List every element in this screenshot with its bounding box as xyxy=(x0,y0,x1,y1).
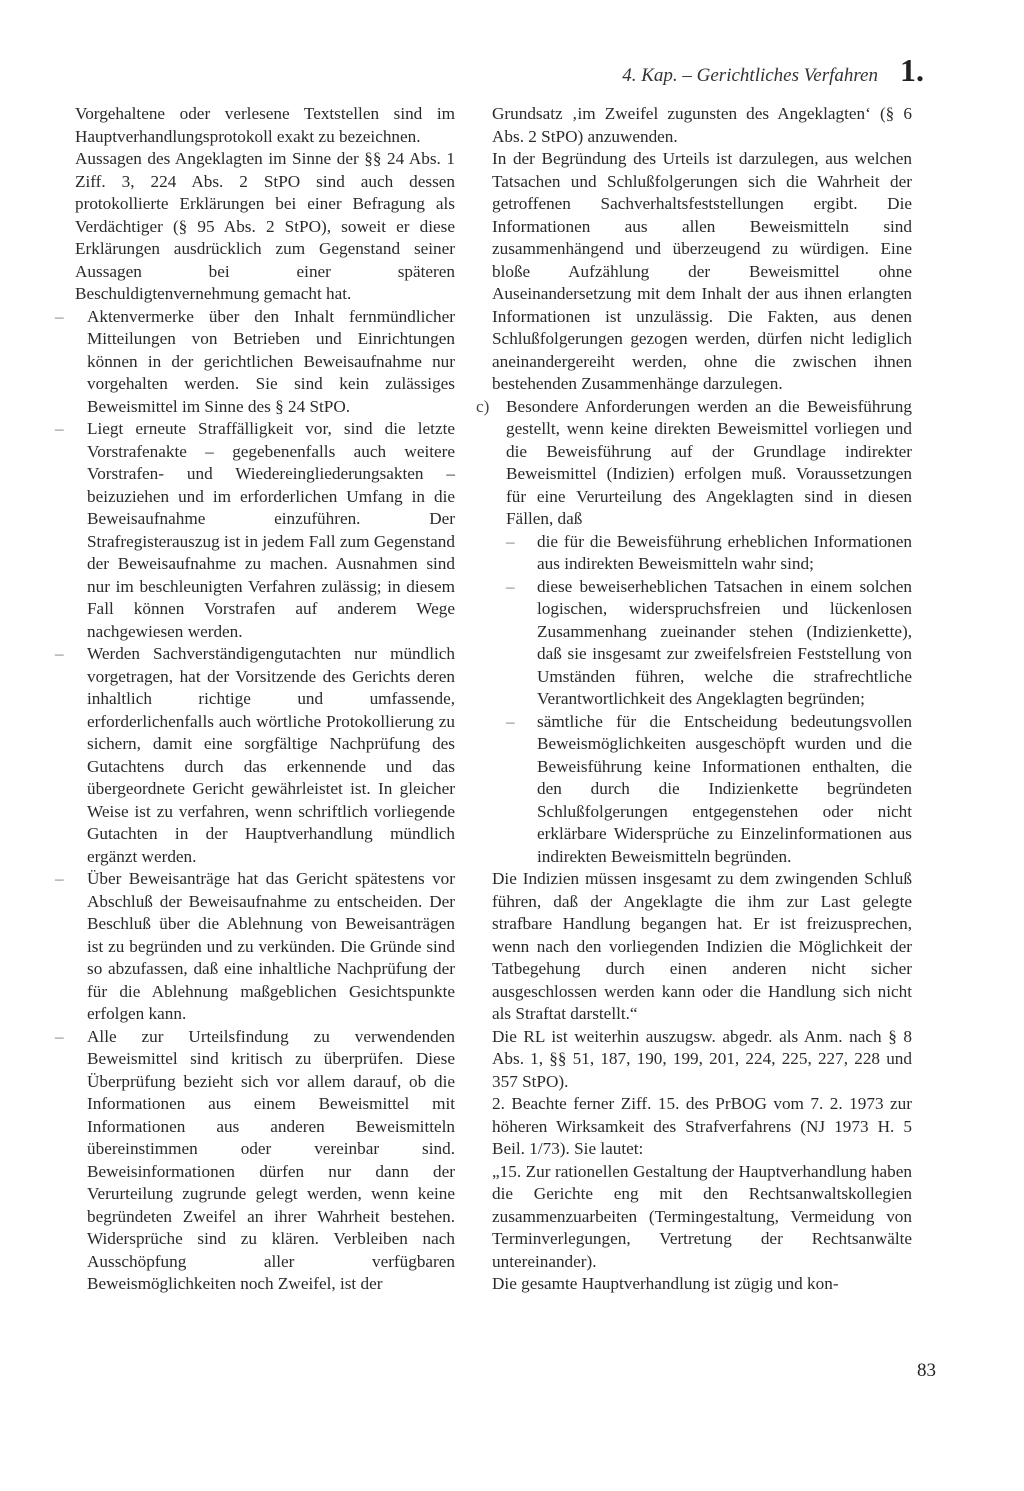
running-head xyxy=(622,52,924,89)
left-column xyxy=(75,103,455,1296)
list-item-text: Besondere Anforderungen werden an die Beweisführung gestellt, wenn keine direkten Beweismittel vorliegen und die Beweisführung auf der Grundlage indirekter Beweismittel (Indizien) erfolgen muß. Voraussetzungen für eine Verurteilung des Angeklagten sind in diesen Fällen, daß xyxy=(506,396,912,528)
list-item: – Aktenvermerke über den Inhalt fernmündlicher Mitteilungen von Betrieben und Einrichtungen können in der gerichtlichen Beweisaufnahme nur vorgehalten werden. Sie sind kein zulässiges Beweismittel im Sinne des § 24 StPO. xyxy=(75,306,455,419)
list-item: – Liegt erneute Straffälligkeit vor, sind die letzte Vorstrafenakte – gegebenenfalls auch weitere Vorstrafen- und Wiedereingliederungsakten – beizuziehen und im erforderlichen Umfang in die Beweisaufnahme einzuführen. Der Strafregisterauszug ist in jedem Fall zum Gegenstand der Beweisaufnahme zu machen. Ausnahmen sind nur im beschleunigten Verfahren zulässig; in diesem Fall können Vorstrafen auf anderem Wege nachgewiesen werden. xyxy=(75,418,455,643)
paragraph: 2. Beachte ferner Ziff. 15. des PrBOG vom 7. 2. 1973 zur höheren Wirksamkeit des Strafverfahrens (NJ 1973 H. 5 Beil. 1/73). Sie lautet: xyxy=(492,1094,912,1158)
paragraph: Die RL ist weiterhin auszugsw. abgedr. als Anm. nach § 8 Abs. 1, §§ 51, 187, 190, 199, 201, 224, 225, 227, 228 und 357 StPO). xyxy=(492,1026,912,1091)
paragraph: Die gesamte Hauptverhandlung ist zügig und kon- xyxy=(492,1274,839,1293)
paragraph: Vorgehaltene oder verlesene Textstellen sind im Hauptverhandlungsprotokoll exakt zu bezeichnen. xyxy=(75,104,455,146)
paragraph: Grundsatz ‚im Zweifel zugunsten des Angeklagten‘ (§ 6 Abs. 2 StPO) anzuwenden. xyxy=(492,104,912,146)
paragraph: Aussagen des Angeklagten im Sinne der §§ 24 Abs. 1 Ziff. 3, 224 Abs. 2 StPO sind auch dessen protokollierte Erklärungen bei einer Befragung als Verdächtiger (§ 95 Abs. 2 StPO), soweit er diese Erklärungen ausdrücklich zum Gegenstand seiner Aussagen bei einer späteren Beschuldigtenvernehmung gemacht hat. xyxy=(75,149,455,303)
sub-list-item: – sämtliche für die Entscheidung bedeutungsvollen Beweismöglichkeiten ausgeschöpft wurden und die Beweisführung keine Informationen enthalten, die den durch die Indizienkette begründeten Schlußfolgerungen entgegenstehen oder nicht erklärbare Widersprüche zu Einzelinformationen aus indirekten Beweismitteln begründen. xyxy=(492,711,912,869)
chapter-title: 4. Kap. – Gerichtliches Verfahren xyxy=(622,65,878,86)
sub-list-item: – die für die Beweisführung erheblichen Informationen aus indirekten Beweismitteln wahr sind; xyxy=(492,531,912,576)
chapter-number: 1. xyxy=(900,52,924,88)
list-item: – Alle zur Urteilsfindung zu verwendenden Beweismittel sind kritisch zu überprüfen. Diese Überprüfung bezieht sich vor allem darauf, ob die Informationen aus einem Beweismittel mit Informationen aus anderen Beweismitteln übereinstimmen oder vereinbar sind. Beweisinformationen dürfen nur dann der Verurteilung zugrunde gelegt werden, wenn keine begründeten Zweifel an ihrer Wahrheit bestehen. Widersprüche sind zu klären. Verbleiben nach Ausschöpfung aller verfügbaren Beweismöglichkeiten noch Zweifel, ist der xyxy=(75,1026,455,1296)
list-marker: c) xyxy=(476,396,490,416)
page-number: 83 xyxy=(917,1360,936,1381)
right-column xyxy=(476,103,912,1296)
paragraph: „15. Zur rationellen Gestaltung der Hauptverhandlung haben die Gerichte eng mit den Rechtsanwaltskollegien zusammenzuarbeiten (Termingestaltung, Vermeidung von Terminverlegungen, Vertretung der Rechtsanwälte untereinander). xyxy=(492,1161,912,1271)
paragraph: In der Begründung des Urteils ist darzulegen, aus welchen Tatsachen und Schlußfolgerungen sich die Wahrheit der getroffenen Sachverhaltsfeststellungen ergibt. Die Informationen aus allen Beweismitteln sind zusammenhängend und überzeugend zu würdigen. Eine bloße Aufzählung der Beweismittel ohne Auseinandersetzung mit dem Inhalt der aus ihnen erlangten Informationen ist unzulässig. Die Fakten, aus denen Schlußfolgerungen gezogen werden, dürfen nicht lediglich aneinandergereiht werden, ohne die zwischen ihnen bestehenden Zusammenhänge darzulegen. xyxy=(492,149,912,393)
sub-list-item: – diese beweiserheblichen Tatsachen in einem solchen logischen, widerspruchsfreien und lückenlosen Zusammenhang zueinander stehen (Indizienkette), daß sie insgesamt zur zweifelsfreien Feststellung von Umständen führen, welche die strafrechtliche Verantwortlichkeit des Angeklagten begründen; xyxy=(492,576,912,711)
list-item: – Werden Sachverständigengutachten nur mündlich vorgetragen, hat der Vorsitzende des Gerichts deren inhaltlich richtige und umfassende, erforderlichenfalls auch wörtliche Protokollierung zu sichern, damit eine sorgfältige Nachprüfung des Gutachtens durch das erkennende und das übergeordnete Gericht gewährleistet ist. In gleicher Weise ist zu verfahren, wenn schriftlich vorliegende Gutachten in der Hauptverhandlung mündlich ergänzt werden. xyxy=(75,643,455,868)
paragraph: Die Indizien müssen insgesamt zu dem zwingenden Schluß führen, daß der Angeklagte die ihm zur Last gelegte strafbare Handlung begangen hat. Er ist freizusprechen, wenn nach den vorliegenden Indizien die Möglichkeit der Tatbegehung durch einen anderen nicht sicher ausgeschlossen werden kann oder die Handlung sich nicht als Straftat darstellt.“ xyxy=(492,869,912,1023)
list-item: – Über Beweisanträge hat das Gericht spätestens vor Abschluß der Beweisaufnahme zu entscheiden. Der Beschluß über die Ablehnung von Beweisanträgen ist zu begründen und zu verkünden. Die Gründe sind so abzufassen, daß eine inhaltliche Nachprüfung der für die Ablehnung maßgeblichen Gesichtspunkte erfolgen kann. xyxy=(75,868,455,1026)
list-item-c xyxy=(476,396,912,531)
